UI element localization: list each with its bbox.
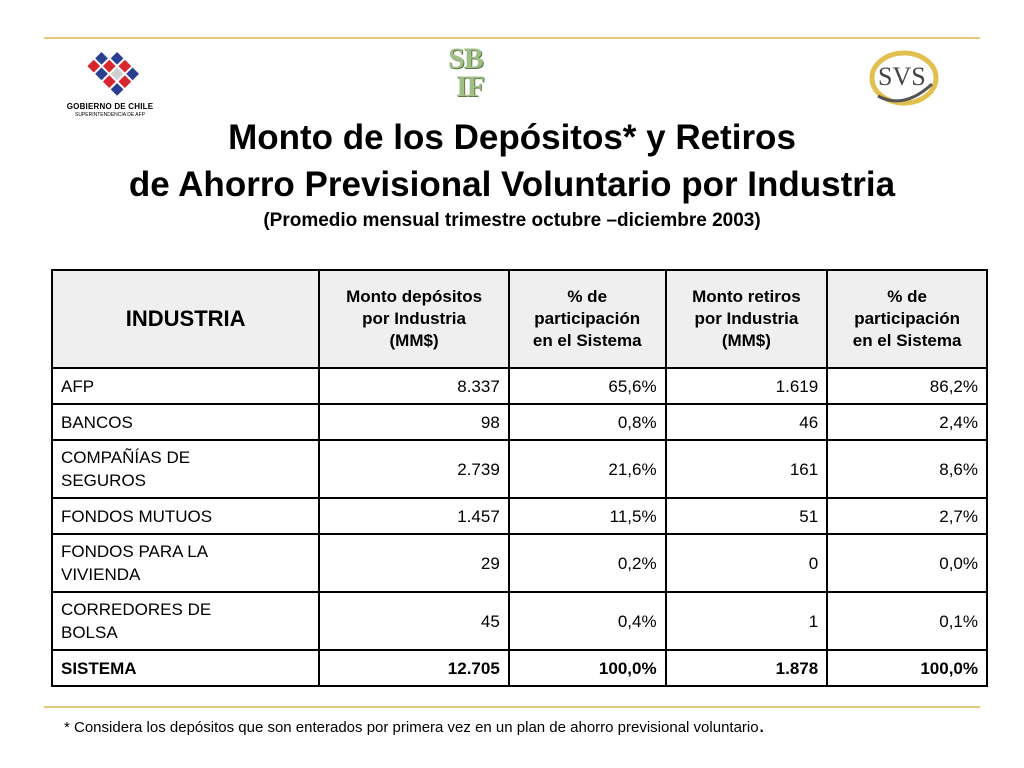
value-cell: 2,7% [827, 498, 987, 534]
page-title-line2: de Ahorro Previsional Voluntario por Industria [128, 165, 896, 204]
industry-name-line: COMPAÑÍAS DE [61, 448, 191, 467]
industry-name-cell [52, 498, 319, 534]
industry-name-cell [52, 592, 319, 650]
table-header-cell [509, 270, 666, 368]
header-line: % de [887, 287, 927, 306]
table-row [52, 440, 987, 498]
header-line: INDUSTRIA [125, 306, 246, 331]
value-cell: 86,2% [827, 368, 987, 404]
industry-name-line: BANCOS [61, 412, 133, 432]
header-line: % de [567, 287, 608, 306]
logo-left-subtext: SUPERINTENDENCIA DE AFP [74, 112, 145, 118]
industry-name-line: FONDOS PARA LA [61, 542, 209, 561]
value-cell: 0,8% [509, 404, 666, 440]
logo-center-top: SB [448, 42, 483, 75]
value-cell: 46 [666, 404, 828, 440]
table-row [52, 368, 987, 404]
logo-right-text: SVS [878, 62, 926, 91]
industry-name-cell [52, 534, 319, 592]
value-cell: 2.739 [319, 440, 508, 498]
logo-left-text: GOBIERNO DE CHILE [66, 102, 154, 111]
value-cell: 8.337 [319, 368, 508, 404]
table-header-cell [319, 270, 508, 368]
header-line: (MM$) [389, 331, 439, 350]
logo-center-bottom: IF [456, 70, 484, 103]
industry-name-line: AFP [61, 376, 95, 396]
value-cell: 0,2% [509, 534, 666, 592]
table-body [52, 368, 987, 686]
header-line: participación [534, 309, 641, 328]
value-cell: 0,1% [827, 592, 987, 650]
industry-table [51, 269, 988, 687]
industry-name-line: SEGUROS [61, 471, 147, 490]
table-header-cell [827, 270, 987, 368]
industry-name-line: BOLSA [61, 623, 118, 642]
value-cell: 29 [319, 534, 508, 592]
page-subtitle: (Promedio mensual trimestre octubre –diciembre 2003) [263, 210, 761, 231]
value-cell: 98 [319, 404, 508, 440]
value-cell: 161 [666, 440, 828, 498]
value-cell: 45 [319, 592, 508, 650]
header-line: (MM$) [721, 331, 771, 350]
footnote-end: . [758, 712, 765, 737]
industry-name-cell [52, 404, 319, 440]
total-value-cell: 12.705 [319, 650, 508, 686]
svs-logo [868, 48, 940, 108]
header-line: Monto depósitos [346, 287, 483, 306]
value-cell: 1.619 [666, 368, 828, 404]
total-value-cell: 100,0% [827, 650, 987, 686]
value-cell: 0,4% [509, 592, 666, 650]
value-cell: 1 [666, 592, 828, 650]
total-value-cell: 100,0% [509, 650, 666, 686]
table-header-row [52, 270, 987, 368]
page-title-line1: Monto de los Depósitos* y Retiros [228, 118, 796, 157]
footnote [64, 712, 765, 738]
footnote-text: * Considera los depósitos que son enterados por primera vez en un plan de ahorro previsional voluntario [64, 719, 759, 736]
total-row [52, 650, 987, 686]
header-line: participación [854, 309, 960, 328]
value-cell: 51 [666, 498, 828, 534]
header-line: en el Sistema [532, 331, 642, 350]
industry-name-line: VIVIENDA [61, 565, 141, 584]
header-line: en el Sistema [852, 331, 962, 350]
table-row [52, 592, 987, 650]
value-cell: 11,5% [509, 498, 666, 534]
industry-name-line: FONDOS MUTUOS [61, 506, 213, 526]
value-cell: 65,6% [509, 368, 666, 404]
value-cell: 8,6% [827, 440, 987, 498]
table-header-cell [666, 270, 828, 368]
chile-emblem-icon [60, 50, 160, 102]
bottom-divider [44, 706, 980, 708]
sbif-logo [446, 44, 506, 108]
value-cell: 1.457 [319, 498, 508, 534]
header-line: Monto retiros [692, 287, 801, 306]
header-line: por Industria [694, 309, 799, 328]
top-divider [44, 37, 980, 39]
value-cell: 2,4% [827, 404, 987, 440]
industry-name-cell [52, 440, 319, 498]
value-cell: 0 [666, 534, 828, 592]
industry-name-line: CORREDORES DE [61, 600, 212, 619]
table-row [52, 404, 987, 440]
table-row [52, 498, 987, 534]
total-name-cell: SISTEMA [52, 650, 319, 686]
table-header-cell [52, 270, 319, 368]
gobierno-de-chile-logo [60, 50, 160, 120]
header-line: por Industria [362, 309, 466, 328]
industry-name-cell [52, 368, 319, 404]
value-cell: 0,0% [827, 534, 987, 592]
total-value-cell: 1.878 [666, 650, 828, 686]
value-cell: 21,6% [509, 440, 666, 498]
table-row [52, 534, 987, 592]
